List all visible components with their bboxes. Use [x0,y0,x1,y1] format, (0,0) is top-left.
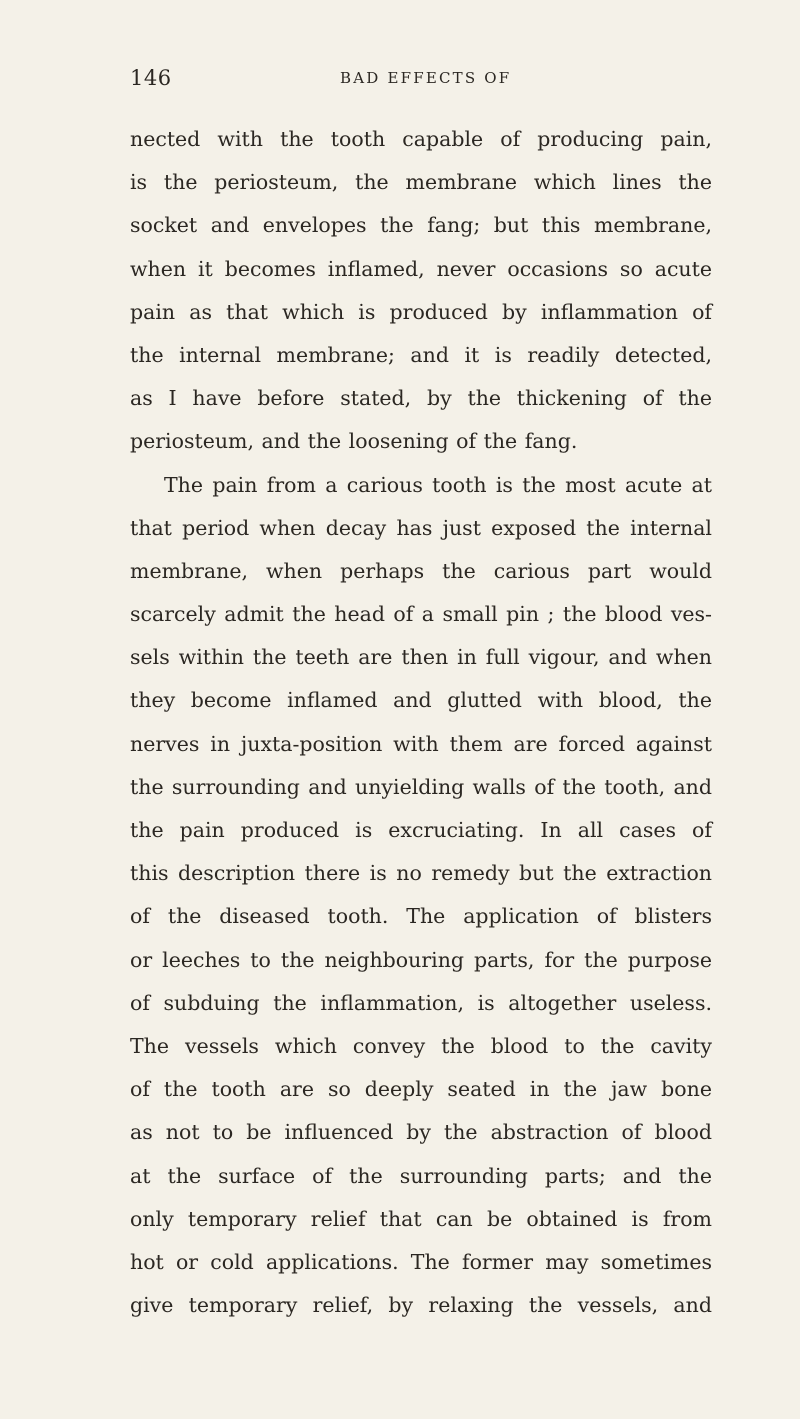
text-line: that period when decay has just exposed the internal [130,515,712,540]
text-line: nerves in juxta-position with them are forced against [130,731,712,756]
text-line: of the diseased tooth. The application of blisters [130,904,712,929]
text-line: as not to be influenced by the abstraction of blood [130,1120,712,1145]
text-line: they become inflamed and glutted with blood, the [130,688,712,713]
text-line: the surrounding and unyielding walls of the tooth, and [130,774,712,799]
text-line: sels within the teeth are then in full vigour, and when [130,645,712,670]
text-line: of subduing the inflammation, is altogether useless. [130,990,712,1015]
text-line: as I have before stated, by the thickening of the [130,386,712,411]
text-line: the pain produced is excruciating. In all cases of [130,818,712,842]
text-line: pain as that which is produced by inflammation of [130,299,712,324]
text-line: periosteum, and the loosening of the fang. [130,429,578,454]
text-line: at the surface of the surrounding parts; and the [130,1163,712,1188]
text-line: this description there is no remedy but the extraction [130,861,712,886]
text-line: of the tooth are so deeply seated in the jaw bone [130,1077,712,1102]
text-line: when it becomes inflamed, never occasions so acute [130,256,712,281]
text-line: give temporary relief, by relaxing the vessels, and [130,1293,712,1318]
text-line: membrane, when perhaps the carious part would [130,558,712,583]
text-line: The pain from a carious tooth is the most acute at [164,472,712,497]
text-line: only temporary relief that can be obtained is from [130,1206,712,1231]
text-line: socket and envelopes the fang; but this membrane, [130,213,712,238]
page-number: 146 [130,66,172,90]
body-text [130,118,712,1327]
text-line: the internal membrane; and it is readily detected, [130,342,712,367]
running-head [130,66,710,96]
text-line: hot or cold applications. The former may sometimes [130,1249,712,1274]
running-title: BAD EFFECTS OF [340,69,512,87]
text-line: The vessels which convey the blood to the cavity [130,1033,712,1058]
text-line: is the periosteum, the membrane which lines the [130,170,712,195]
text-line: scarcely admit the head of a small pin ; the blood ves- [130,602,712,627]
text-line: or leeches to the neighbouring parts, for the purpose [130,947,712,972]
text-line: nected with the tooth capable of producing pain, [130,127,712,151]
